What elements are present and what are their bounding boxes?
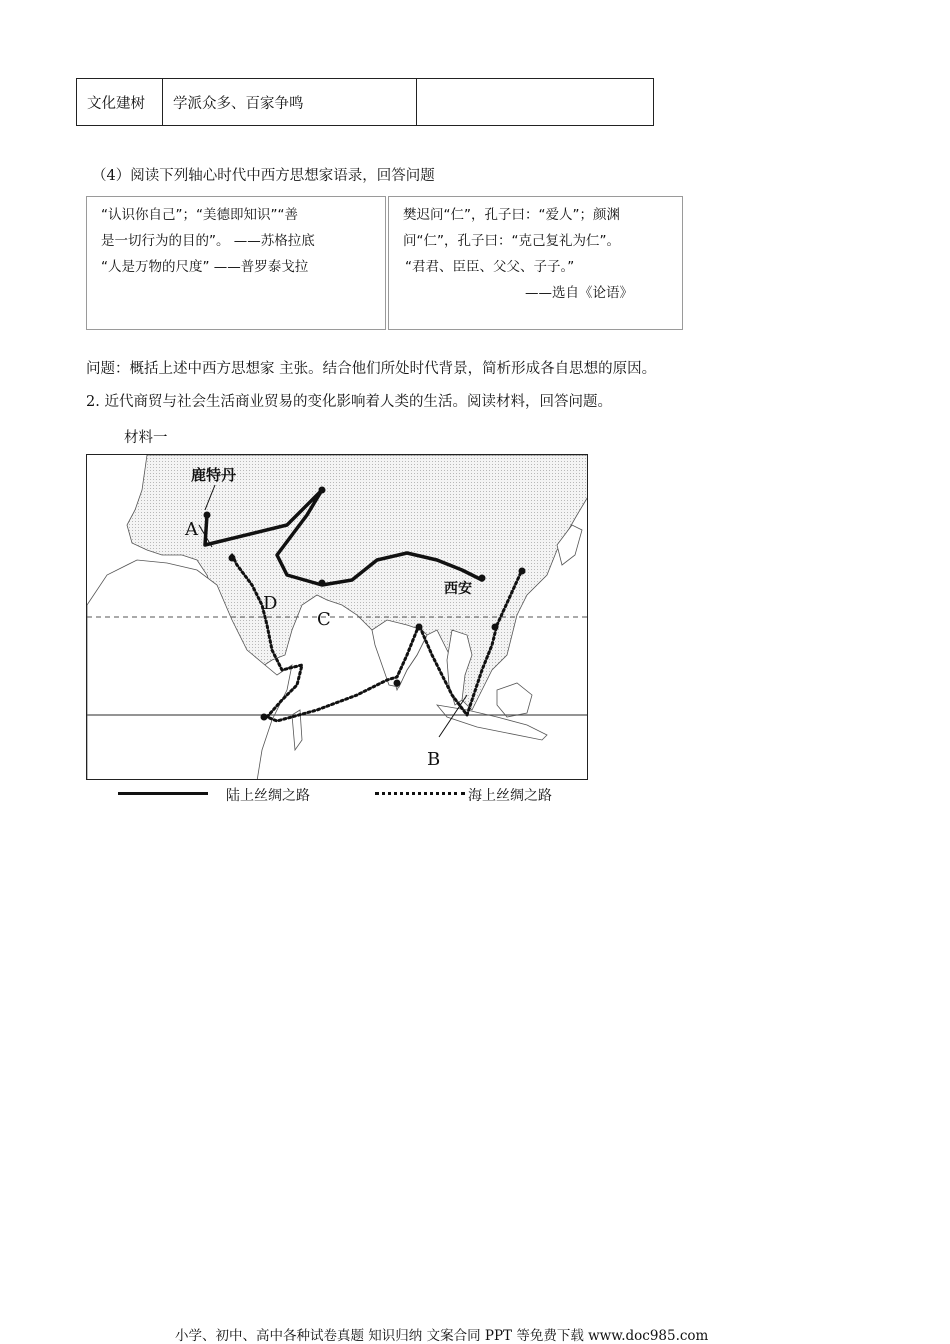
rotterdam-point <box>204 512 211 519</box>
route-point <box>229 555 236 562</box>
route-point <box>319 487 326 494</box>
material-label: 材料一 <box>124 430 168 446</box>
silk-road-map <box>86 454 588 780</box>
quote-line: “认识你自己”；“美德即知识”“善 <box>101 207 298 223</box>
quote-line: “君君、臣臣、父父、子子。” <box>405 259 575 275</box>
xian-point <box>479 575 486 582</box>
route-point <box>394 680 401 687</box>
legend-land-line <box>118 792 208 795</box>
legend-land-label: 陆上丝绸之路 <box>226 788 310 804</box>
western-quote-box <box>86 196 386 330</box>
quote-line: 樊迟问“仁”，孔子曰：“爱人”；颜渊 <box>403 207 620 223</box>
route-point <box>492 624 499 631</box>
map-label-b: B <box>427 749 441 770</box>
map-label-a: A <box>185 519 198 540</box>
route-point <box>519 568 526 575</box>
route-point <box>261 714 268 721</box>
map-label-xian: 西安 <box>444 581 472 597</box>
map-label-d: D <box>263 593 278 614</box>
route-point <box>319 580 326 587</box>
question-2-text: 2. 近代商贸与社会生活商业贸易的变化影响着人类的生活。阅读材料，回答问题。 <box>86 394 612 410</box>
page-footer: 小学、初中、高中各种试卷真题 知识归纳 文案合同 PPT 等免费下载 www.doc985.com <box>175 1328 709 1344</box>
question-text: 问题：概括上述中西方思想家 主张。结合他们所处时代背景，简析形成各自思想的原因。 <box>86 361 657 377</box>
question-4-title: （4）阅读下列轴心时代中西方思想家语录，回答问题 <box>92 168 435 184</box>
table-cell-content: 学派众多、百家争鸣 <box>163 79 417 125</box>
table-cell-category: 文化建树 <box>77 79 163 125</box>
table-cell-empty <box>417 79 653 125</box>
quote-line: “人是万物的尺度” ——普罗泰戈拉 <box>101 259 309 275</box>
map-label-c: C <box>317 609 331 630</box>
eastern-quote-box <box>388 196 683 330</box>
quote-line: 是一切行为的目的”。 ——苏格拉底 <box>101 233 315 249</box>
quote-line: 问“仁”，孔子曰：“克己复礼为仁”。 <box>403 233 620 249</box>
quote-source: ——选自《论语》 <box>525 285 633 301</box>
legend-sea-label: 海上丝绸之路 <box>468 788 552 804</box>
route-point <box>416 624 423 631</box>
map-label-rotterdam: 鹿特丹 <box>191 466 237 484</box>
culture-table <box>76 78 654 126</box>
legend-sea-line <box>375 792 465 795</box>
map-graphic <box>87 455 588 780</box>
